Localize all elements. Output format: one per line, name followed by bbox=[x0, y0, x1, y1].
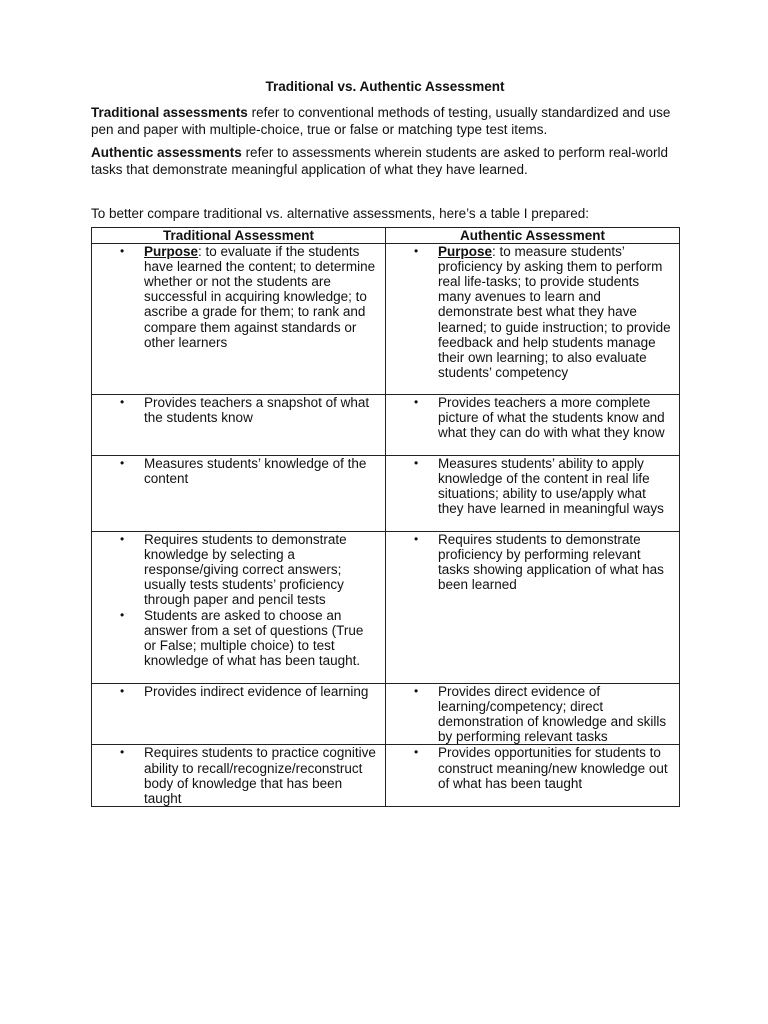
table-row bbox=[92, 683, 680, 745]
list-item bbox=[386, 745, 679, 791]
list-item bbox=[92, 395, 385, 425]
table-body bbox=[92, 243, 680, 807]
bullet-text: Provides indirect evidence of learning bbox=[144, 683, 369, 699]
bullet-text: Measures students’ knowledge of the content bbox=[144, 455, 367, 486]
authentic-definition bbox=[91, 145, 679, 178]
purpose-label: Purpose bbox=[144, 243, 199, 259]
traditional-term: Traditional assessments bbox=[91, 105, 248, 120]
comparison-table bbox=[91, 227, 680, 808]
bullet-text: Requires students to demonstrate proficiency by performing relevant tasks showing application of what has been learned bbox=[438, 531, 664, 593]
bullet-text: Provides opportunities for students to construct meaning/new knowledge out of what has been taught bbox=[438, 745, 668, 791]
bullet-text: Provides direct evidence of learning/competency; direct demonstration of knowledge and skills by performing relevant tasks bbox=[438, 683, 667, 745]
bullet-text: Provides teachers a more complete picture of what the students know and what they can do with what they know bbox=[438, 394, 665, 440]
authentic-bullet-list bbox=[386, 456, 679, 517]
traditional-bullet-list bbox=[92, 395, 385, 425]
header-traditional: Traditional Assessment bbox=[92, 227, 386, 243]
authentic-cell bbox=[386, 745, 680, 807]
traditional-definition bbox=[91, 105, 679, 138]
list-item bbox=[92, 532, 385, 608]
purpose-label: Purpose bbox=[438, 243, 493, 259]
bullet-text: Provides teachers a snapshot of what the students know bbox=[144, 394, 370, 425]
list-item bbox=[92, 244, 385, 350]
list-item bbox=[92, 456, 385, 486]
authentic-bullet-list bbox=[386, 532, 679, 593]
authentic-cell bbox=[386, 531, 680, 683]
traditional-cell bbox=[92, 394, 386, 455]
authentic-bullet-list bbox=[386, 745, 679, 791]
authentic-bullet-list bbox=[386, 395, 679, 441]
bullet-text: : to evaluate if the students have learned the content; to determine whether or not the students are successful in acquiring knowledge; to ascribe a grade for them; to rank and compare them against standards or other learners bbox=[144, 243, 376, 350]
bullet-text: Requires students to demonstrate knowledge by selecting a response/giving correct answers; usually tests students’ proficiency through paper and pencil tests bbox=[144, 531, 347, 608]
list-item bbox=[386, 395, 679, 441]
traditional-cell bbox=[92, 531, 386, 683]
table-row bbox=[92, 455, 680, 531]
authentic-cell bbox=[386, 394, 680, 455]
list-item bbox=[386, 456, 679, 517]
traditional-bullet-list bbox=[92, 745, 385, 806]
traditional-cell bbox=[92, 683, 386, 745]
authentic-cell bbox=[386, 243, 680, 394]
list-item bbox=[92, 745, 385, 806]
list-item bbox=[386, 684, 679, 745]
traditional-cell bbox=[92, 243, 386, 394]
table-intro: To better compare traditional vs. alternative assessments, here’s a table I prepared: bbox=[91, 206, 590, 221]
table-row bbox=[92, 531, 680, 683]
authentic-bullet-list bbox=[386, 244, 679, 381]
traditional-cell bbox=[92, 745, 386, 807]
table-header-row bbox=[92, 227, 680, 243]
document-page bbox=[91, 78, 679, 807]
bullet-text: Requires students to practice cognitive ability to recall/recognize/reconstruct body of knowledge that has been taught bbox=[144, 745, 376, 806]
authentic-cell bbox=[386, 455, 680, 531]
header-authentic: Authentic Assessment bbox=[386, 227, 680, 243]
list-item bbox=[92, 684, 385, 699]
traditional-cell bbox=[92, 455, 386, 531]
table-row bbox=[92, 394, 680, 455]
list-item bbox=[386, 532, 679, 593]
table-row bbox=[92, 745, 680, 807]
authentic-term: Authentic assessments bbox=[91, 145, 242, 160]
traditional-definition-text: refer to conventional methods of testing, usually standardized and use pen and paper with multiple-choice, true or false or matching type test items. bbox=[91, 105, 671, 137]
table-row bbox=[92, 243, 680, 394]
authentic-cell bbox=[386, 683, 680, 745]
authentic-bullet-list bbox=[386, 684, 679, 745]
list-item bbox=[92, 608, 385, 669]
traditional-bullet-list bbox=[92, 456, 385, 486]
page-title: Traditional vs. Authentic Assessment bbox=[265, 79, 505, 94]
traditional-bullet-list bbox=[92, 532, 385, 669]
traditional-bullet-list bbox=[92, 684, 385, 699]
list-item bbox=[386, 244, 679, 381]
bullet-text: Students are asked to choose an answer from a set of questions (True or False; multiple choice) to test knowledge of what has been taught. bbox=[144, 607, 364, 669]
traditional-bullet-list bbox=[92, 244, 385, 350]
authentic-definition-text: refer to assessments wherein students are asked to perform real-world tasks that demonstrate meaningful application of what they have learned. bbox=[91, 145, 668, 177]
bullet-text: Measures students’ ability to apply knowledge of the content in real life situations; ability to use/apply what they have learned in meaningful ways bbox=[438, 455, 664, 517]
bullet-text: : to measure students’ proficiency by asking them to perform real life-tasks; to provide students many avenues to learn and demonstrate best what they have learned; to guide instruction; to provide feedback and help students manage their own learning; to also evaluate students’ competency bbox=[438, 243, 671, 381]
